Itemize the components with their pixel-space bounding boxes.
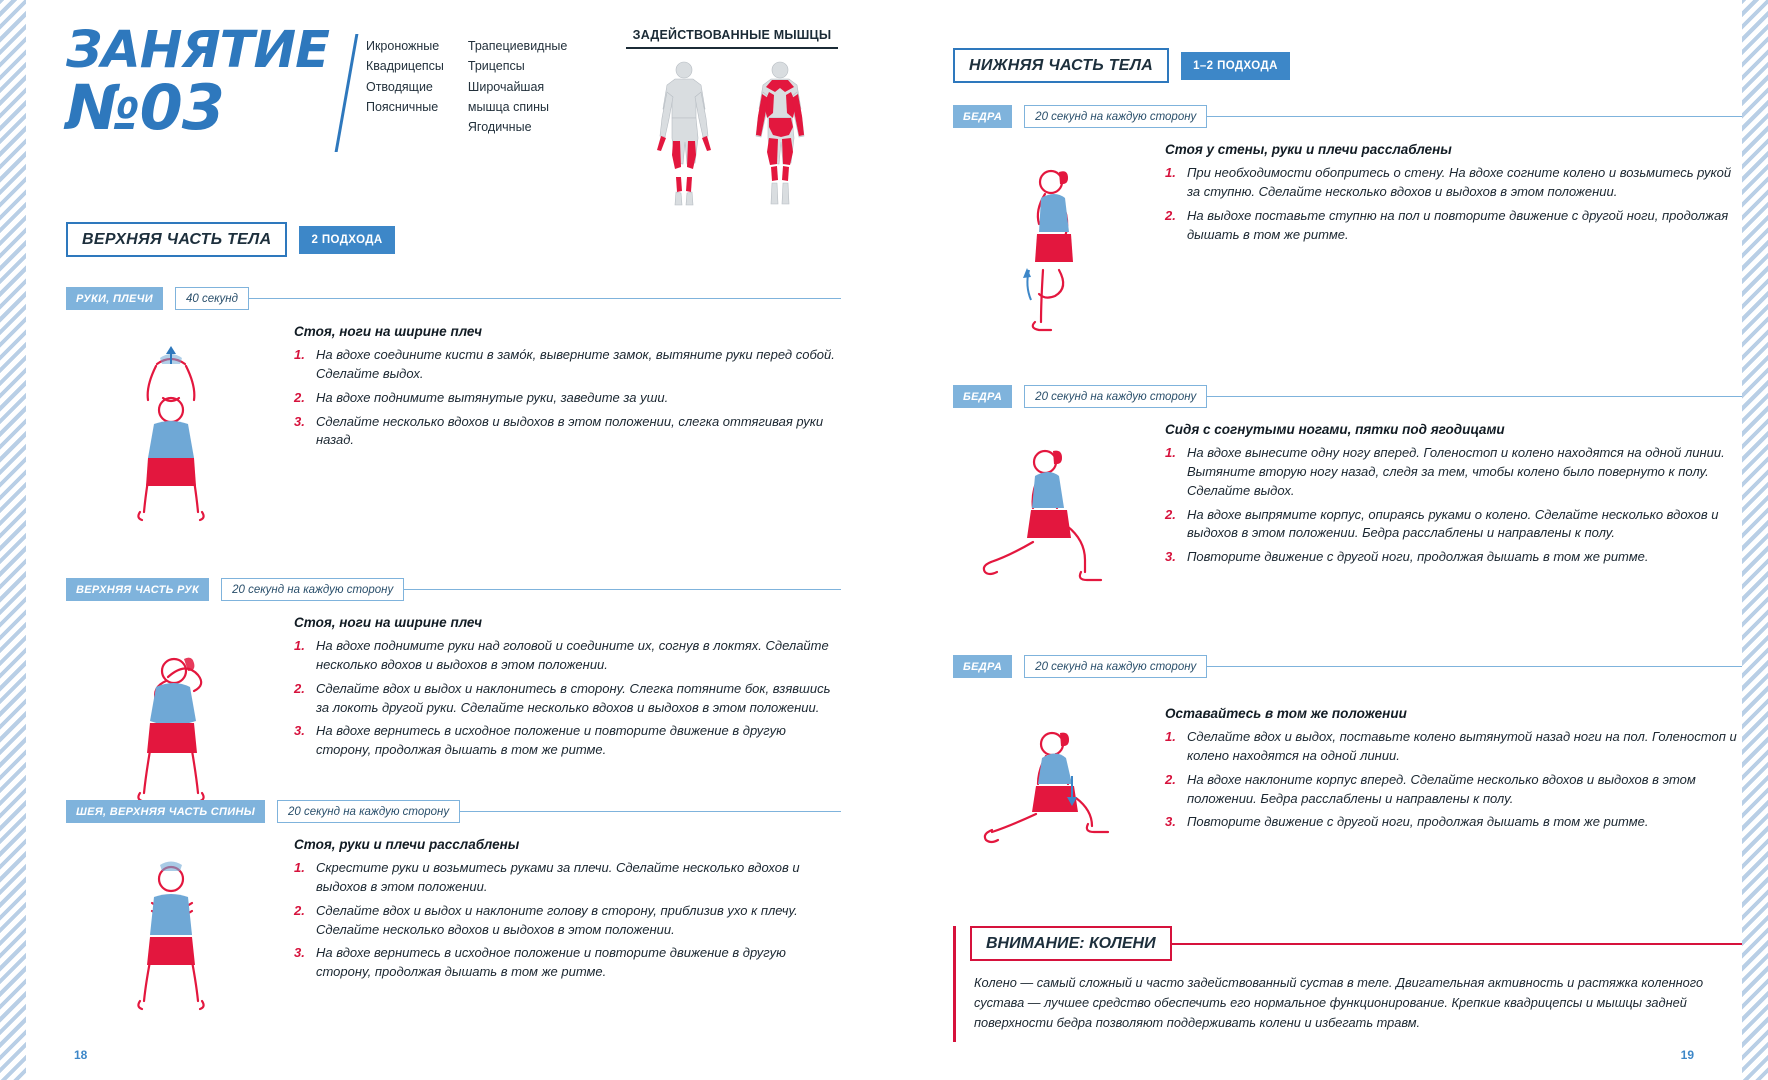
exercise-lead: Стоя у стены, руки и плечи расслаблены: [1165, 142, 1452, 157]
step-item: На выдохе поставьте ступню на пол и повторите движение с другой ноги, продолжая дышать в том же ритме.: [1187, 207, 1729, 242]
exercise-duration: 20 секунд на каждую сторону: [1024, 385, 1207, 408]
muscle-item: Ягодичные: [467, 120, 532, 134]
attention-title: ВНИМАНИЕ: КОЛЕНИ: [970, 926, 1172, 961]
exercise-text: [294, 837, 841, 1016]
exercise-lead: Оставайтесь в том же положении: [1165, 706, 1407, 721]
exercise-figure: [66, 837, 276, 1016]
step-item: Сделайте вдох и выдох и наклоните голову в сторону, приблизив ухо к плечу. Сделайте несколько вдохов и выдохов в этом положении.: [316, 902, 798, 937]
left-page: [26, 0, 881, 1080]
step-item: На вдохе вернитесь в исходное положение и повторите движение в другую сторону, продолжая дышать в том же ритме.: [316, 723, 786, 758]
exercise-rule: [1207, 666, 1743, 668]
body-back-icon: [741, 59, 819, 209]
step-item: При необходимости обопритесь о стену. На вдохе согните колено и возьмитесь рукой за ступню. Сделайте несколько вдохов и выдохов в этом положении.: [1187, 165, 1732, 199]
body-front-icon: [645, 59, 723, 209]
exercise-duration: 20 секунд на каждую сторону: [1024, 655, 1207, 678]
exercise-text: [1165, 706, 1743, 860]
exercise-steps: [1165, 728, 1743, 832]
figure-low-lunge-icon: [958, 710, 1138, 860]
attention-text: Колено — самый сложный и часто задействованный сустав в теле. Двигательная активность и растяжка коленного сустава — лучшее средство обеспечить его нормальное функционирование. Крепкие квадрицепсы и мышцы задней поверхности бедра позволяют поддерживать колени и избегать травм.: [974, 975, 1704, 1030]
muscle-item: Широчайшая: [467, 79, 545, 94]
step-item: Скрестите руки и возьмитесь руками за плечи. Сделайте несколько вдохов и выдохов в этом положении.: [316, 860, 800, 894]
muscle-list: [366, 36, 567, 137]
exercise-header: [953, 655, 1743, 678]
muscle-item: Трицепсы: [467, 59, 525, 74]
muscles-diagram-title: ЗАДЕЙСТВОВАННЫЕ МЫШЦЫ: [626, 28, 838, 49]
exercise-text: [1165, 142, 1743, 346]
exercise-lead: Сидя с согнутыми ногами, пятки под ягодицами: [1165, 422, 1505, 437]
exercise-text: [294, 324, 841, 533]
upper-body-section-banner: [66, 222, 846, 257]
step-item: На вдохе вынесите одну ногу вперед. Голеностоп и колено находятся на одной линии. Вытяните вторую ногу назад, следя за тем, чтобы колено было повернуто к полу. Сделайте выдох.: [1187, 445, 1725, 498]
exercise-text: [1165, 422, 1743, 606]
exercise-steps: [294, 637, 841, 760]
exercise-rule: [249, 298, 841, 300]
step-item: Сделайте вдох и выдох и наклонитесь в сторону. Слегка потяните бок, взявшись за локоть другой руки. Сделайте несколько вдохов и выдохов в этом положении.: [316, 680, 831, 715]
right-decorative-stripe: [1742, 0, 1768, 1080]
exercise-steps: [1165, 164, 1743, 244]
exercise-figure: [953, 706, 1143, 860]
exercise-body: [953, 142, 1743, 346]
figure-shoulder-hug-icon: [96, 841, 246, 1016]
title-divider: [335, 34, 359, 152]
exercise-duration: 40 секунд: [175, 287, 249, 310]
step-item: На вдохе вернитесь в исходное положение и повторите движение в другую сторону, продолжая дышать в том же ритме.: [316, 945, 786, 980]
muscle-column-2: [468, 36, 567, 137]
figure-standing-quad-stretch-icon: [973, 146, 1123, 346]
step-item: На вдохе наклоните корпус вперед. Сделайте несколько вдохов и выдохов в этом положении. Бедра расслаблены и направлены к полу.: [1187, 771, 1696, 806]
step-item: На вдохе поднимите руки над головой и соедините их, согнув в локтях. Сделайте несколько вдохов и выдохов в этом положении.: [316, 638, 829, 672]
exercise-header: [66, 287, 841, 310]
exercise-body: [66, 837, 841, 1016]
exercise-body: [66, 615, 841, 819]
figure-arms-overhead-icon: [96, 328, 246, 533]
exercise-lead: Стоя, ноги на ширине плеч: [294, 324, 482, 339]
muscle-item: Отводящие: [365, 79, 433, 94]
figure-high-lunge-icon: [963, 426, 1133, 606]
left-decorative-stripe: [0, 0, 26, 1080]
exercise-tag: ШЕЯ, ВЕРХНЯЯ ЧАСТЬ СПИНЫ: [66, 800, 265, 823]
exercise-figure: [953, 422, 1143, 606]
exercise-duration: 20 секунд на каждую сторону: [277, 800, 460, 823]
exercise-header: [953, 385, 1743, 408]
muscle-item: Поясничные: [365, 99, 439, 114]
attention-box: [953, 926, 1743, 1042]
exercise-figure: [66, 324, 276, 533]
figure-side-bend-icon: [96, 619, 246, 819]
exercise-tag: БЕДРА: [953, 655, 1012, 678]
exercise-tag: БЕДРА: [953, 105, 1012, 128]
exercise-lead: Стоя, руки и плечи расслаблены: [294, 837, 520, 852]
muscle-item: Квадрицепсы: [365, 59, 444, 74]
lower-body-sets-badge: 1–2 ПОДХОДА: [1181, 52, 1290, 80]
step-item: На вдохе поднимите вытянутые руки, заведите за уши.: [316, 389, 669, 405]
exercise-tag: ВЕРХНЯЯ ЧАСТЬ РУК: [66, 578, 209, 601]
muscles-diagram-box: [626, 28, 838, 209]
exercise-figure: [953, 142, 1143, 346]
lesson-word: ЗАНЯТИЕ: [66, 21, 329, 80]
exercise-tag: РУКИ, ПЛЕЧИ: [66, 287, 163, 310]
attention-header: [956, 926, 1743, 961]
page-number-left: 18: [74, 1048, 88, 1062]
attention-rule: [1172, 943, 1743, 945]
muscle-item: мышца спины: [467, 99, 549, 114]
muscle-column-1: [366, 36, 444, 137]
upper-body-section-title: ВЕРХНЯЯ ЧАСТЬ ТЕЛА: [66, 222, 287, 257]
exercise-body: [953, 706, 1743, 860]
exercise-body: [66, 324, 841, 533]
exercise-body: [953, 422, 1743, 606]
exercise-header: [66, 800, 841, 823]
exercise-header: [66, 578, 841, 601]
exercise-lead: Стоя, ноги на ширине плеч: [294, 615, 482, 630]
page-number-right: 19: [1680, 1048, 1694, 1062]
step-item: На вдохе соедините кисти в замо́к, выверните замок, вытяните руки перед собой. Сделайте выдох.: [316, 347, 835, 381]
lesson-number: №03: [66, 70, 224, 144]
step-item: Сделайте несколько вдохов и выдохов в этом положении, слегка оттягивая руки назад.: [316, 413, 824, 448]
step-item: На вдохе выпрямите корпус, опираясь руками о колено. Сделайте несколько вдохов и выдохов в этом положении. Бедра расслаблены и направлены к полу.: [1187, 506, 1719, 541]
body-diagrams: [626, 59, 838, 209]
exercise-rule: [1207, 396, 1743, 398]
right-page: [881, 0, 1742, 1080]
muscle-item: Трапециевидные: [467, 39, 568, 53]
exercise-rule: [460, 811, 841, 813]
lower-body-section-title: НИЖНЯЯ ЧАСТЬ ТЕЛА: [953, 48, 1169, 83]
exercise-steps: [294, 859, 841, 982]
exercise-header: [953, 105, 1743, 128]
exercise-duration: 20 секунд на каждую сторону: [1024, 105, 1207, 128]
exercise-text: [294, 615, 841, 819]
step-item: Повторите движение с другой ноги, продолжая дышать в том же ритме.: [1187, 549, 1649, 565]
exercise-duration: 20 секунд на каждую сторону: [221, 578, 404, 601]
page-title: [66, 21, 329, 144]
muscle-item: Икроножные: [365, 39, 440, 53]
exercise-steps: [1165, 444, 1743, 567]
exercise-tag: БЕДРА: [953, 385, 1012, 408]
lesson-header: [66, 21, 568, 152]
lower-body-section-banner: [953, 48, 1753, 83]
exercise-rule: [1207, 116, 1743, 118]
exercise-figure: [66, 615, 276, 819]
step-item: Сделайте вдох и выдох, поставьте колено вытянутой назад ноги на пол. Голеностоп и колено находятся на одной линии.: [1187, 729, 1737, 763]
upper-body-sets-badge: 2 ПОДХОДА: [299, 226, 394, 254]
step-item: Повторите движение с другой ноги, продолжая дышать в том же ритме.: [1187, 814, 1649, 830]
exercise-steps: [294, 346, 841, 450]
exercise-rule: [404, 589, 841, 591]
